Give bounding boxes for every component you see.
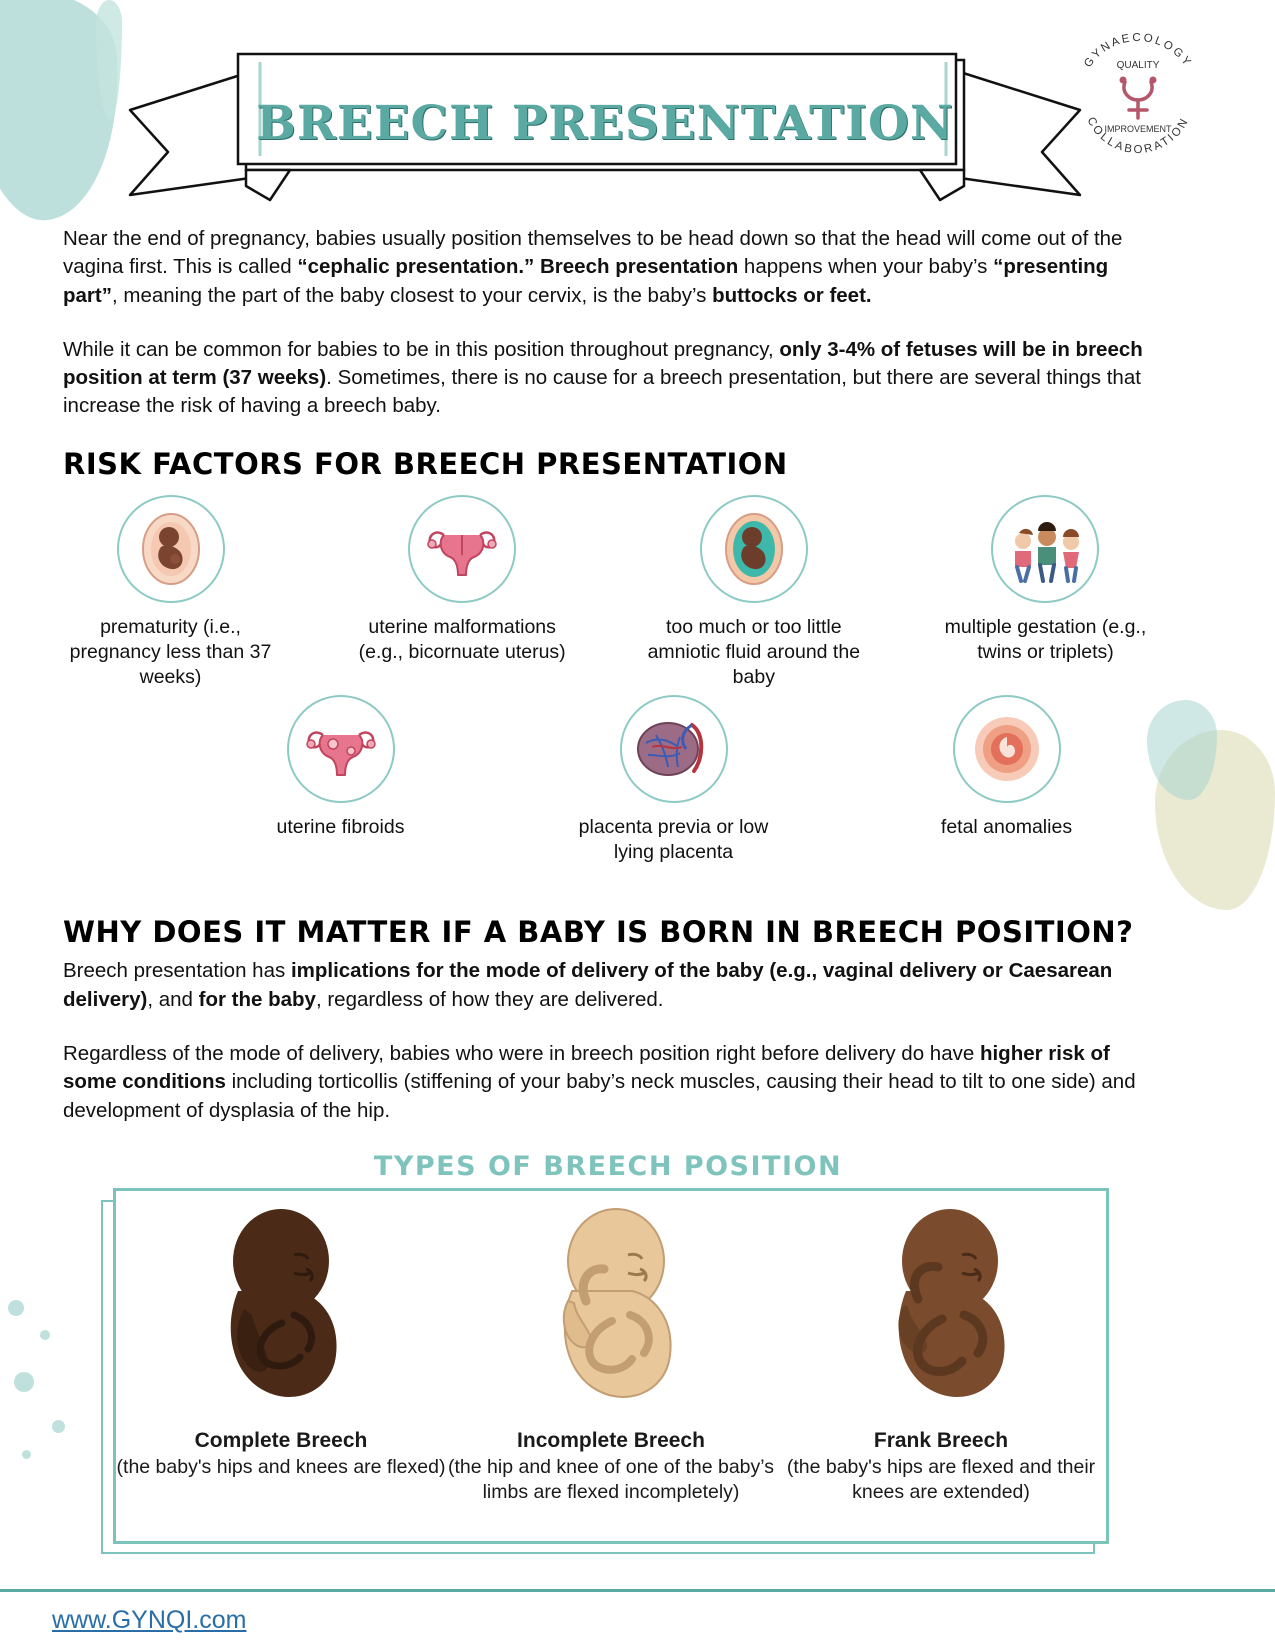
- risk-factors-heading: RISK FACTORS FOR BREECH PRESENTATION: [63, 446, 788, 481]
- breech-type-description: (the baby's hips and knees are flexed): [116, 1455, 446, 1478]
- risk-factor-label: fetal anomalies: [940, 815, 1073, 838]
- risk-factor-item: [938, 495, 1153, 666]
- risk-factor-item: [646, 495, 861, 691]
- breech-type-description: (the baby's hips are flexed and their knees are extended): [786, 1455, 1096, 1503]
- multiple-gestation-icon: [991, 495, 1099, 603]
- risk-factor-label: placenta previa or low lying placenta: [578, 815, 769, 864]
- frank-breech-illustration: [846, 1205, 1036, 1420]
- risk-factor-item: [566, 695, 781, 866]
- risk-factor-row-1: [63, 495, 1153, 691]
- breech-type-incomplete: [446, 1191, 776, 1541]
- uterine-fibroids-icon: [287, 695, 395, 803]
- intro-p2-part-c: . Sometimes, there is no cause for a breech presentation, but there are several things that increase the risk of having a breech baby.: [63, 366, 1141, 418]
- document-body: [63, 225, 1153, 1544]
- risk-factor-item: [233, 695, 448, 840]
- intro-paragraph-2: [63, 336, 1153, 421]
- logo-mark: [1063, 20, 1213, 170]
- svg-text:GYNAECOLOGY: GYNAECOLOGY: [1082, 31, 1194, 70]
- breech-type-complete: [116, 1191, 446, 1541]
- risk-factor-label: uterine malformations (e.g., bicornuate uterus): [358, 615, 566, 664]
- page-title: BREECH PRESENTATION: [256, 96, 954, 151]
- types-of-breech-box: [113, 1188, 1109, 1544]
- decorative-dot: [40, 1330, 50, 1340]
- placenta-previa-icon: [620, 695, 728, 803]
- complete-breech-illustration: [186, 1205, 376, 1420]
- why-paragraph-1: [63, 957, 1153, 1014]
- amniotic-fluid-icon: [700, 495, 808, 603]
- website-link[interactable]: www.GYNQI.com: [52, 1606, 247, 1634]
- incomplete-breech-illustration: [516, 1205, 706, 1420]
- intro-p2-part-a: While it can be common for babies to be in this position throughout pregnancy,: [63, 337, 780, 361]
- types-of-breech-heading: TYPES OF BREECH POSITION: [373, 1150, 843, 1182]
- breech-type-frank: [776, 1191, 1106, 1541]
- breech-type-description: (the hip and knee of one of the baby’s limbs are flexed incompletely): [448, 1455, 774, 1503]
- breech-type-name: Frank Breech: [873, 1428, 1009, 1452]
- risk-factor-item: [355, 495, 570, 666]
- why-p1-bold-for-baby: for the baby: [198, 987, 316, 1011]
- risk-factor-label: too much or too little amniotic fluid around the baby: [647, 615, 861, 689]
- risk-factor-row-2: [63, 695, 1153, 866]
- organization-logo: [1063, 20, 1213, 170]
- page-header: [0, 0, 1275, 215]
- breech-type-name: Complete Breech: [194, 1428, 368, 1452]
- intro-p1-bold-buttocks: buttocks or feet.: [712, 283, 872, 307]
- why-p2-part-c: including torticollis (stiffening of your baby’s neck muscles, causing their head to tilt to one side) and development of dysplasia of the hip.: [63, 1070, 1136, 1122]
- fetus-in-uterus-icon: [117, 495, 225, 603]
- fetal-anomalies-icon: [953, 695, 1061, 803]
- title-ribbon: [110, 50, 1100, 205]
- why-paragraph-2: [63, 1040, 1153, 1125]
- svg-text:COLLABORATION: COLLABORATION: [1084, 115, 1192, 157]
- why-p1-part-e: , regardless of how they are delivered.: [315, 987, 664, 1011]
- decorative-brush-right: [1155, 730, 1275, 910]
- why-matter-heading: WHY DOES IT MATTER IF A BABY IS BORN IN BREECH POSITION?: [63, 915, 1134, 950]
- why-p2-bold-higher-risk: higher risk of some conditions: [63, 1041, 1110, 1094]
- intro-p2-bold-stat: only 3-4% of fetuses will be in breech position at term (37 weeks): [63, 337, 1143, 390]
- intro-p1-part-c: happens when your baby’s: [738, 255, 994, 279]
- decorative-dot: [8, 1300, 24, 1316]
- risk-factor-item: [899, 695, 1114, 840]
- risk-factor-item: [63, 495, 278, 691]
- breech-type-name: Incomplete Breech: [517, 1428, 705, 1452]
- intro-paragraph-1: [63, 225, 1153, 310]
- why-p1-bold-implications: implications for the mode of delivery of the baby (e.g., vaginal delivery or Caesarean delivery): [63, 959, 1113, 1011]
- decorative-brush-right-2: [1147, 700, 1217, 800]
- uterus-malformation-icon: [408, 495, 516, 603]
- page-footer: [0, 1589, 1275, 1650]
- intro-p1-part-e: , meaning the part of the baby closest to your cervix, is the baby’s: [111, 283, 713, 307]
- risk-factor-label: multiple gestation (e.g., twins or triplets): [944, 615, 1147, 664]
- intro-p1-bold-presenting-part: “presenting part”: [63, 255, 1109, 307]
- intro-p1-bold-cephalic: “cephalic presentation.” Breech presentation: [297, 255, 739, 279]
- decorative-dot: [22, 1450, 31, 1459]
- why-p1-part-c: , and: [147, 987, 199, 1011]
- why-p2-part-a: Regardless of the mode of delivery, babies who were in breech position right before delivery do have: [63, 1041, 980, 1065]
- svg-text:IMPROVEMENT: IMPROVEMENT: [1104, 124, 1172, 134]
- svg-text:QUALITY: QUALITY: [1116, 60, 1160, 71]
- risk-factor-label: prematurity (i.e., pregnancy less than 37 weeks): [69, 615, 272, 689]
- why-p1-part-a: Breech presentation has: [63, 959, 291, 983]
- intro-p1-part-a: Near the end of pregnancy, babies usually position themselves to be head down so that the head will come out of the vagina first. This is called: [63, 227, 1123, 279]
- decorative-dot: [14, 1372, 34, 1392]
- risk-factor-label: uterine fibroids: [276, 815, 405, 838]
